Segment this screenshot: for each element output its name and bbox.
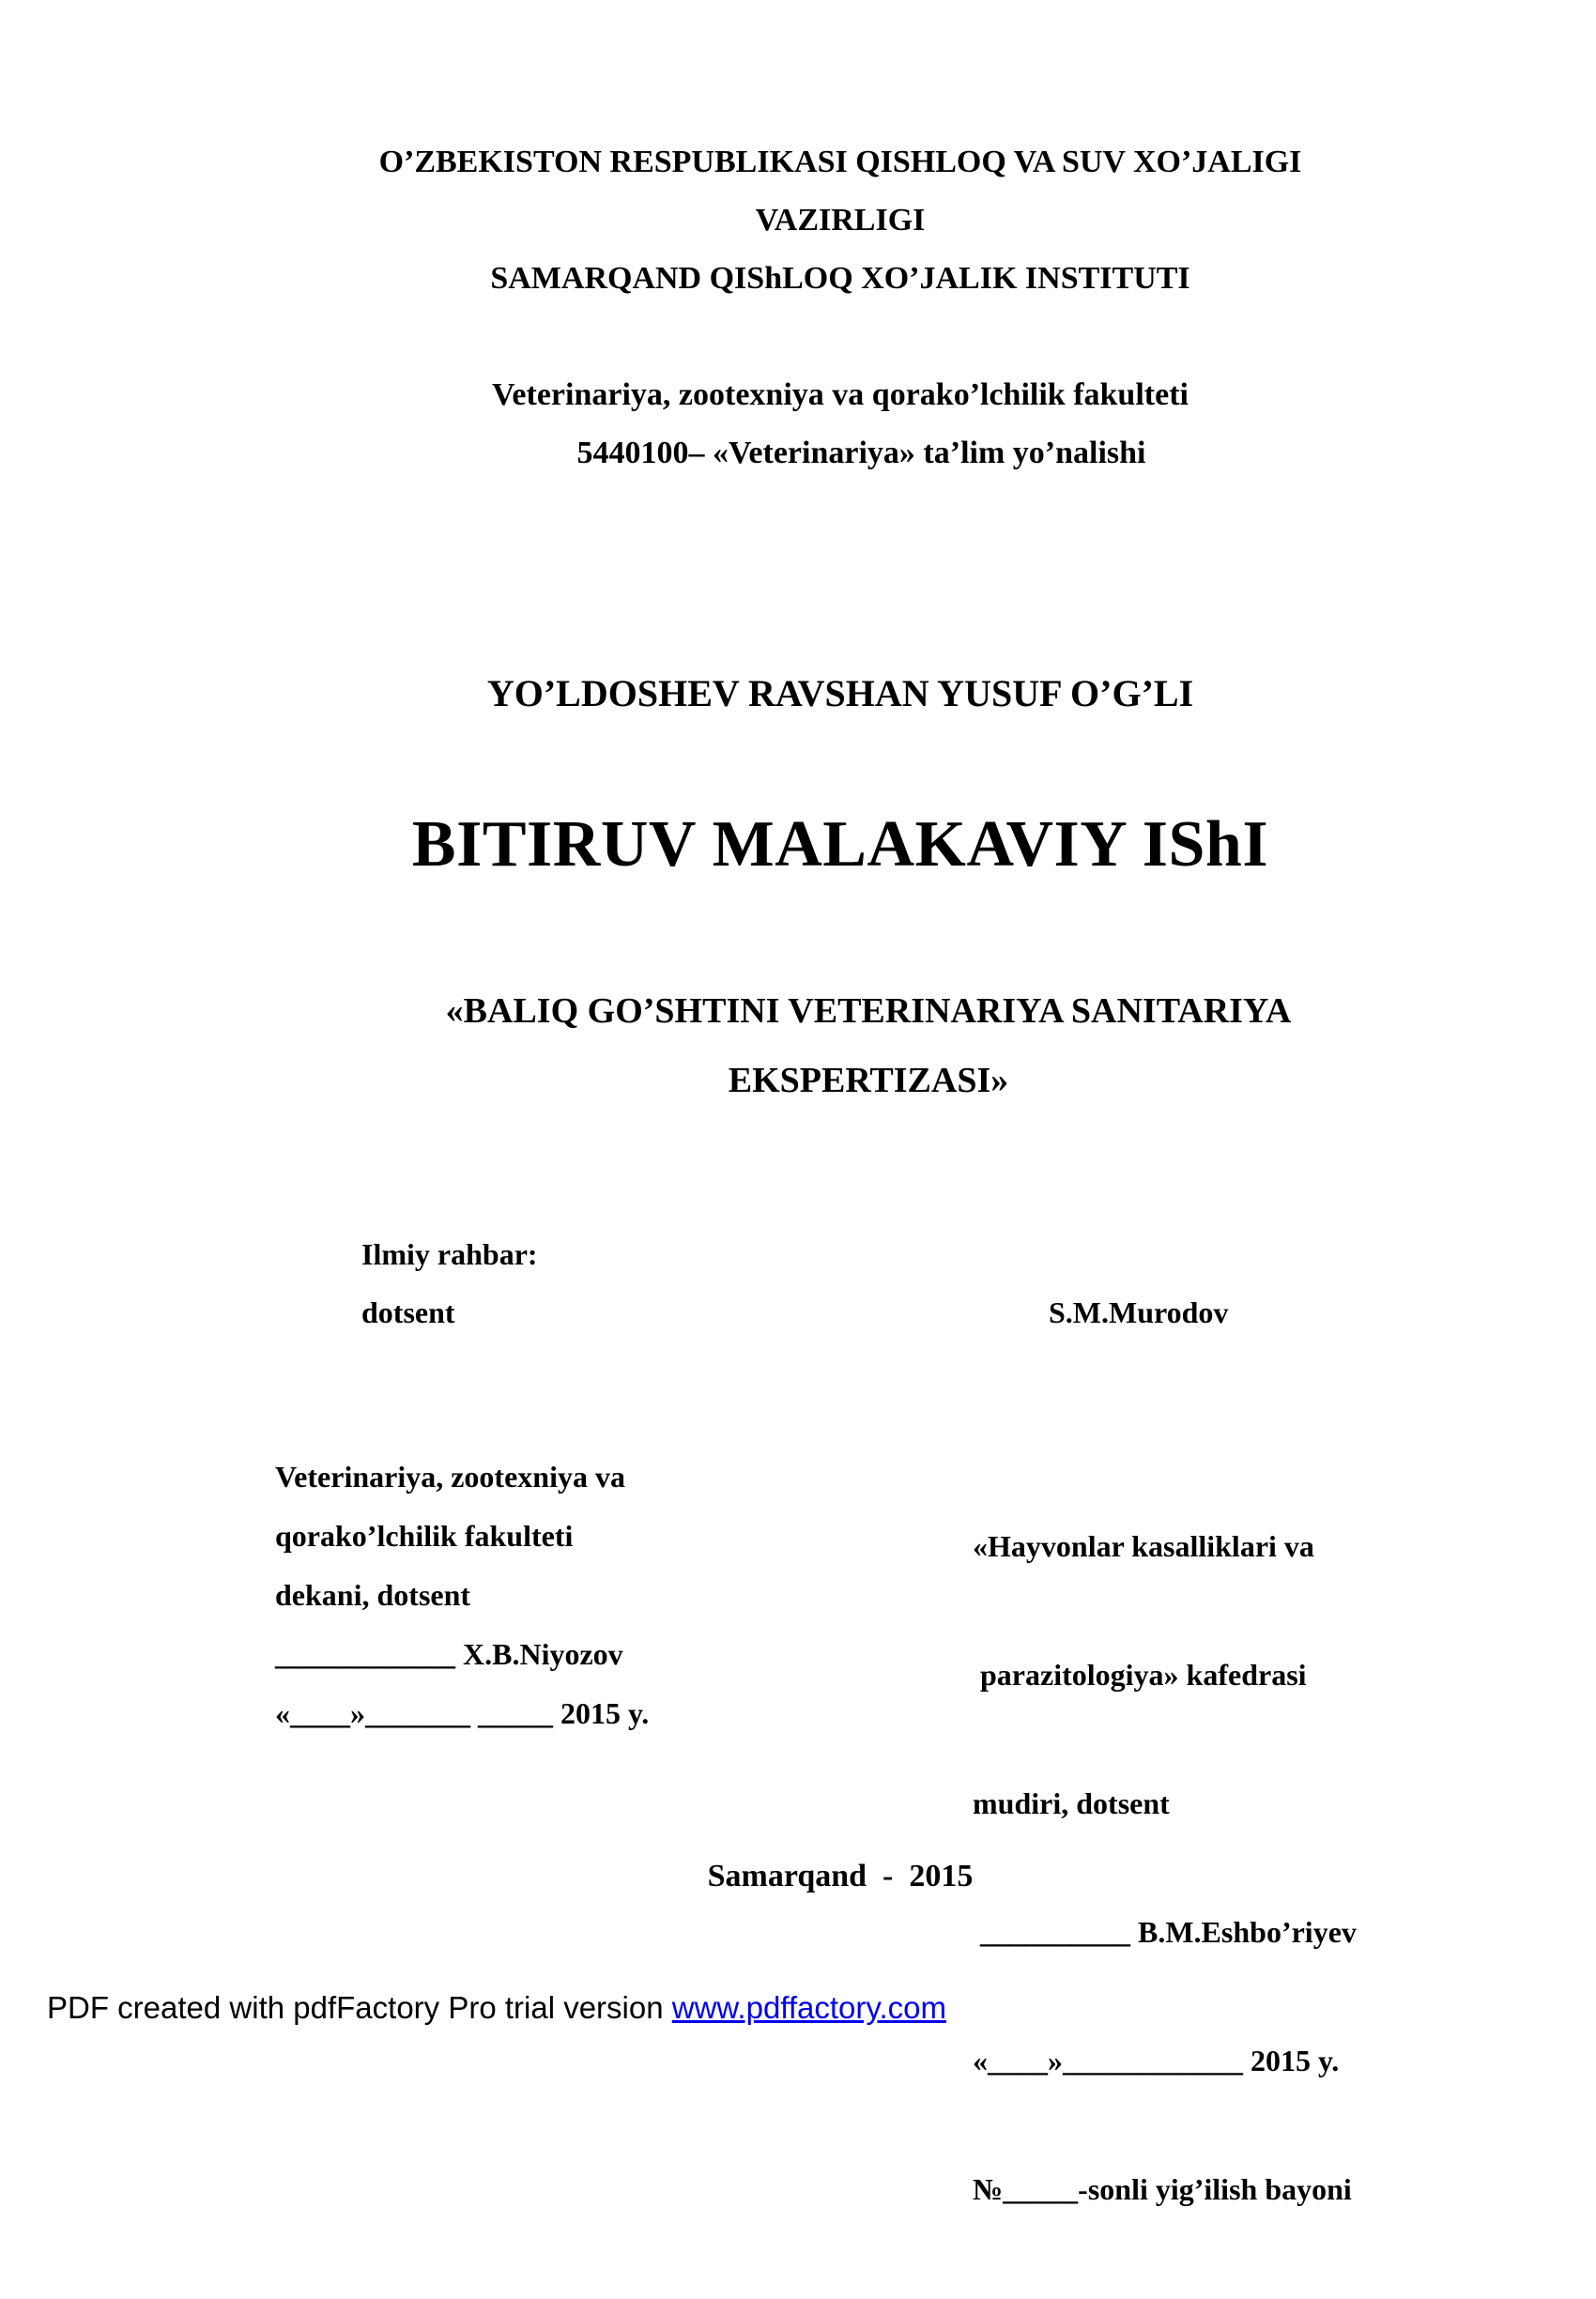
faculty-block [0,366,1596,483]
dean-line-2: qorako’lchilik fakulteti [275,1519,574,1553]
dean-approval-block [275,1458,649,1754]
head-line-2: parazitologiya» kafedrasi [973,1658,1307,1692]
thesis-topic [23,976,1596,1115]
study-program: 5440100– «Veterinariya» ta’lim yo’nalishi [576,436,1146,470]
pdf-footer-text: PDF created with pdfFactory Pro trial version [47,1990,672,2025]
institute-name: SAMARQAND QIShLOQ XO’JALIK INSTITUTI [490,261,1190,296]
supervisor-name: S.M.Murodov [1049,1295,1229,1329]
faculty-name: Veterinariya, zootexniya va qorako’lchilik fakulteti [492,377,1189,412]
thesis-topic-line-1: «BALIQ GO’SHTINI VETERINARIYA SANITARIYA [445,991,1292,1031]
ministry-line-1: O’ZBEKISTON RESPUBLIKASI QISHLOQ VA SUV XO’JALIGI [378,145,1302,179]
dean-date-line: «____»_______ _____ 2015 y. [275,1696,650,1730]
dean-signature-line: ____________ X.B.Niyozov [275,1637,623,1671]
thesis-topic-line-2: EKSPERTIZASI» [728,1061,1009,1100]
pdffactory-link[interactable]: www.pdffactory.com [671,1990,946,2025]
pdf-footer [47,1990,946,2026]
ministry-line-2: VAZIRLIGI [755,203,926,238]
city-year: Samarqand - 2015 [707,1859,974,1893]
dean-line-3: dekani, dotsent [275,1578,471,1612]
supervisor-label: Ilmiy rahbar: [361,1237,538,1271]
ministry-header [0,133,1596,308]
head-line-3: mudiri, dotsent [973,1786,1170,1820]
document-type-title: BITIRUV MALAKAVIY IShI [411,808,1269,881]
author-name: YO’LDOSHEV RAVSHAN YUSUF O’G’LI [486,672,1194,714]
head-date-line: «____»____________ 2015 y. [973,2044,1340,2077]
head-signature-line: __________ B.M.Eshbo’riyev [973,1915,1357,1949]
head-line-1: «Hayvonlar kasalliklari va [973,1529,1314,1563]
dean-line-1: Veterinariya, zootexniya va [275,1460,625,1494]
head-protocol-line: №_____-sonli yig’ilish bayoni [973,2172,1352,2206]
supervisor-title: dotsent [361,1295,455,1329]
